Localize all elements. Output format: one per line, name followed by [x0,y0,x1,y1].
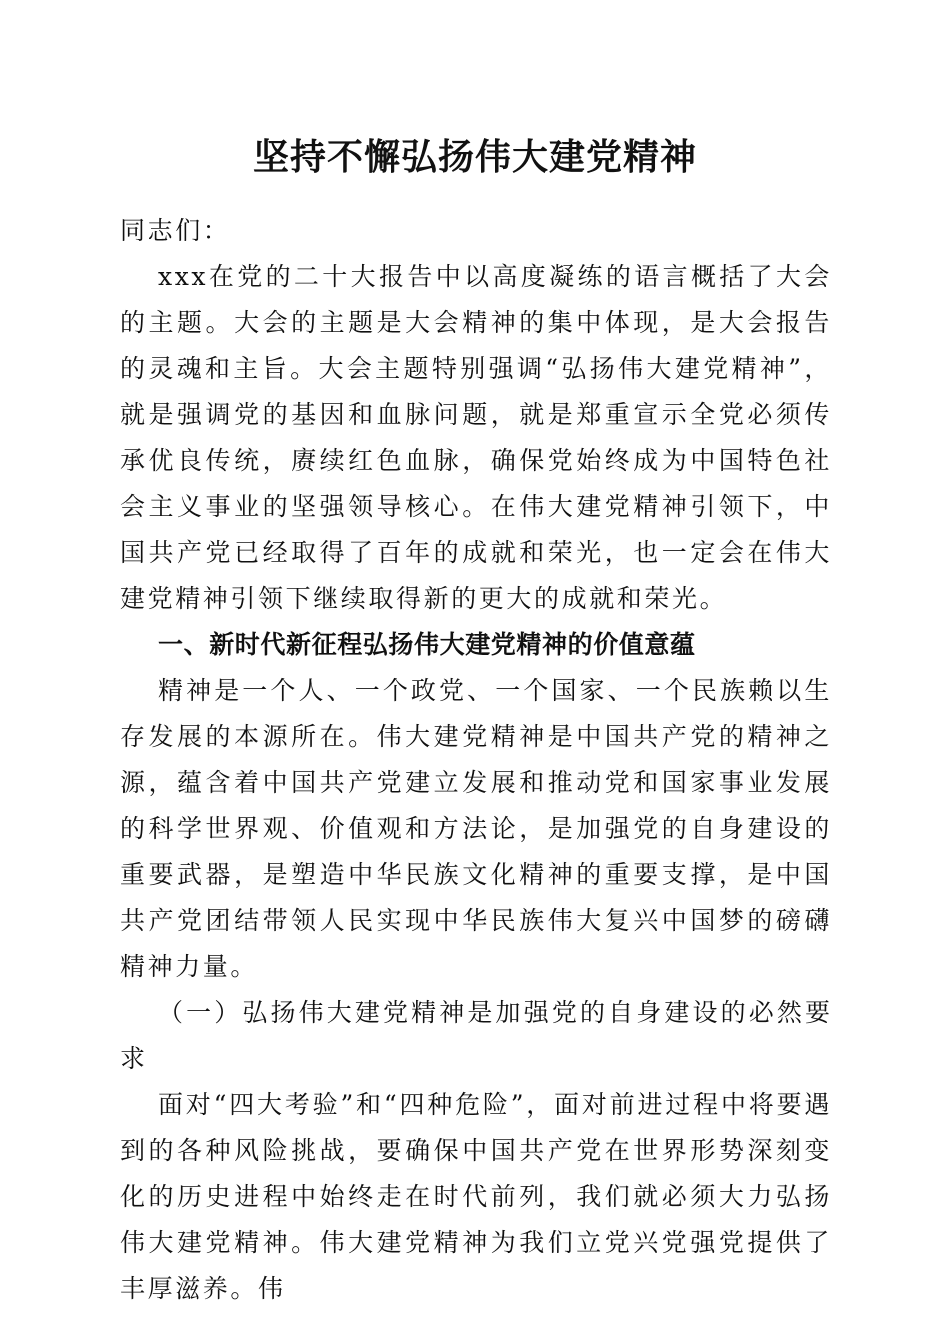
intro-paragraph: xxx在党的二十大报告中以高度凝练的语言概括了大会的主题。大会的主题是大会精神的集中体现，是大会报告的灵魂和主旨。大会主题特别强调“弘扬伟大建党精神”，就是强调党的基因和血脉问题，就是郑重宣示全党必须传承优良传统，赓续红色血脉，确保党始终成为中国特色社会主义事业的坚强领导核心。在伟大建党精神引领下，中国共产党已经取得了百年的成就和荣光，也一定会在伟大建党精神引领下继续取得新的更大的成就和荣光。 [120,262,832,613]
salutation: 同志们： [120,216,231,245]
document-body [120,208,832,1312]
document-title: 坚持不懈弘扬伟大建党精神 [252,137,697,178]
section-paragraph: 精神是一个人、一个政党、一个国家、一个民族赖以生存发展的本源所在。伟大建党精神是中国共产党的精神之源，蕴含着中国共产党建立发展和推动党和国家事业发展的科学世界观、价值观和方法论，是加强党的自身建设的重要武器，是塑造中华民族文化精神的重要支撑，是中国共产党团结带领人民实现中华民族伟大复兴中国梦的磅礴精神力量。 [120,676,832,981]
section-heading: 一、新时代新征程弘扬伟大建党精神的价值意蕴 [158,630,696,659]
subsection-paragraph: 面对“四大考验”和“四种危险”，面对前进过程中将要遇到的各种风险挑战，要确保中国共产党在世界形势深刻变化的历史进程中始终走在时代前列，我们就必须大力弘扬伟大建党精神。伟大建党精神为我们立党兴党强党提供了丰厚滋养。伟 [120,1090,832,1303]
subsection-heading: （一）弘扬伟大建党精神是加强党的自身建设的必然要求 [120,998,832,1073]
